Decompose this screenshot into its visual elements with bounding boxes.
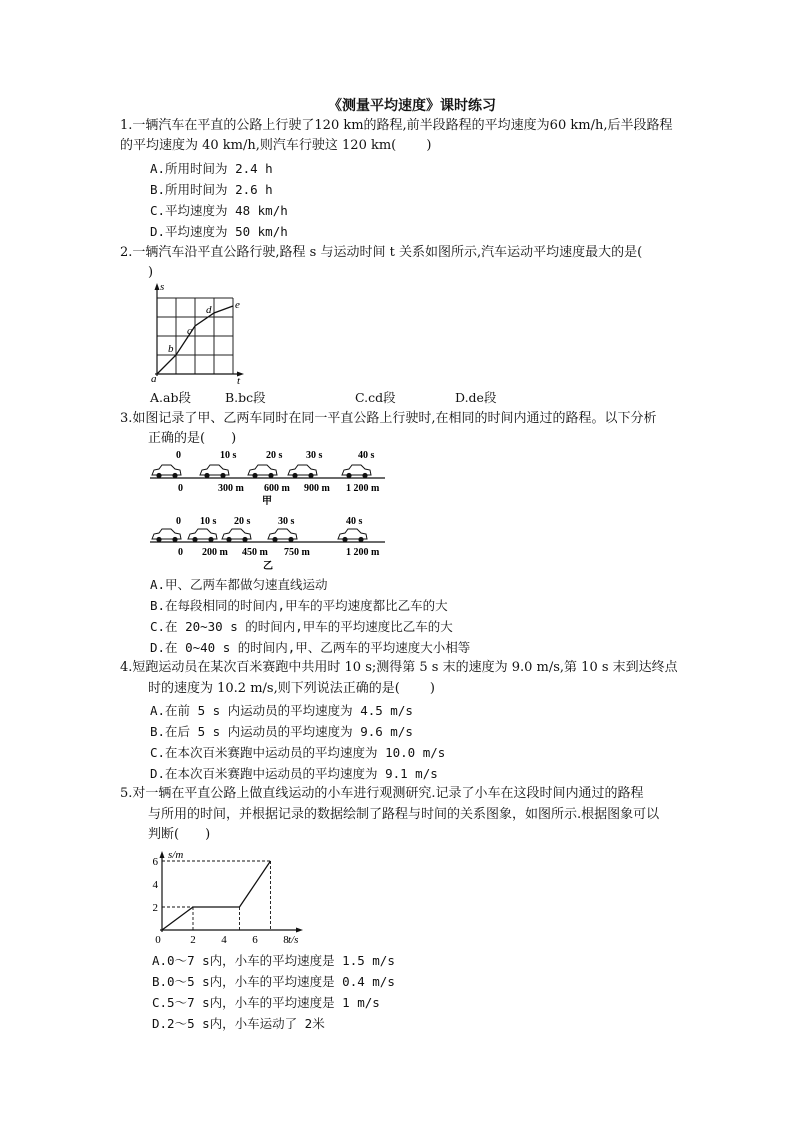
q5-x-tick: 8 <box>283 934 289 944</box>
q4-option-d: D.在本次百米赛跑中运动员的平均速度为 9.1 m/s <box>150 766 438 781</box>
q4-stem-line1: 4.短跑运动员在某次百米赛跑中共用时 10 s;测得第 5 s 末的速度为 9.0 m/s,第 10 s 末到达终点 <box>120 660 678 675</box>
q3-car1-time-1: 10 s <box>220 450 237 461</box>
q3-car1-pos-4 <box>342 465 371 478</box>
q5-x-ticks <box>155 934 289 944</box>
q1-option-b: B.所用时间为 2.6 h <box>150 182 273 197</box>
q2-option-c: C.cd段 <box>355 390 396 405</box>
q5-x-arrow <box>296 928 303 933</box>
q4-option-c: C.在本次百米赛跑中运动员的平均速度为 10.0 m/s <box>150 745 446 760</box>
q3-car1-time-3: 30 s <box>306 450 323 461</box>
q3-car1-pos-0 <box>152 465 181 478</box>
q3-car1-dist-3: 900 m <box>304 483 330 494</box>
q1-option-c: C.平均速度为 48 km/h <box>150 203 288 218</box>
q2-point-e: e <box>235 299 240 311</box>
q1-option-d: D.平均速度为 50 km/h <box>150 224 288 239</box>
q5-x-tick: 2 <box>190 934 196 944</box>
q3-option-b: B.在每段相同的时间内,甲车的平均速度都比乙车的大 <box>150 598 448 613</box>
q2-point-c: c <box>187 325 192 337</box>
q3-car2-time-3: 30 s <box>278 516 295 527</box>
q2-point-d: d <box>206 304 212 316</box>
q3-car1-pos-3 <box>288 465 317 478</box>
q4-stem-line2: 时的速度为 10.2 m/s,则下列说法正确的是( ) <box>148 681 435 696</box>
q5-stem-line1: 5.对一辆在平直公路上做直线运动的小车进行观测研究.记录了小车在这段时间内通过的路程 <box>120 786 644 801</box>
q3-car1-name: 甲 <box>262 496 272 507</box>
q2-option-a: A.ab段 <box>150 390 191 405</box>
q5-y-arrow <box>160 851 165 858</box>
q3-car2-times <box>176 516 363 527</box>
q3-car2-pos-4 <box>338 529 367 542</box>
q5-x-label: t/s <box>288 934 299 944</box>
q3-car2-dist-3: 750 m <box>284 547 310 558</box>
q3-car2-pos-0 <box>152 529 181 542</box>
q3-car2-time-4: 40 s <box>346 516 363 527</box>
q5-series-line <box>162 861 271 930</box>
q3-car2-distances <box>178 547 380 558</box>
q3-car2-pos-3 <box>268 529 297 542</box>
q3-car1-distances <box>178 483 380 494</box>
q2-option-b: B.bc段 <box>225 390 266 405</box>
q3-car1-time-2: 20 s <box>266 450 283 461</box>
q3-car1-dist-4: 1 200 m <box>346 483 380 494</box>
q1-stem-line2: 的平均速度为 40 km/h,则汽车行驶这 120 km( ) <box>120 138 432 153</box>
q3-car2-time-2: 20 s <box>234 516 251 527</box>
q3-car1-dist-0: 0 <box>178 483 183 494</box>
q3-stem-line2: 正确的是( ) <box>148 431 237 446</box>
q5-guide-lines <box>162 861 271 930</box>
q3-car2-dist-4: 1 200 m <box>346 547 380 558</box>
q3-car2-dist-2: 450 m <box>242 547 268 558</box>
q3-stem-line1: 3.如图记录了甲、乙两车同时在同一平直公路上行驶时,在相同的时间内通过的路程。以下分析 <box>120 411 657 426</box>
q2-x-label: t <box>237 375 241 386</box>
q3-car2-time-1: 10 s <box>200 516 217 527</box>
q5-st-chart <box>140 848 320 944</box>
q5-y-ticks <box>153 856 159 914</box>
q3-car1-time-0: 0 <box>176 450 181 461</box>
q5-stem-line2: 与所用的时间，并根据记录的数据绘制了路程与时间的关系图象，如图所示.根据图象可以 <box>148 807 660 822</box>
q5-y-tick: 2 <box>152 902 158 914</box>
q1-stem-line1: 1.一辆汽车在平直的公路上行驶了120 km的路程,前半段路程的平均速度为60 km/h,后半段路程 <box>120 118 673 133</box>
q3-car2-dist-0: 0 <box>178 547 183 558</box>
q3-car1-dist-2: 600 m <box>264 483 290 494</box>
q3-option-c: C.在 20~30 s 的时间内,甲车的平均速度比乙车的大 <box>150 619 453 634</box>
q5-option-d: D.2～5 s内，小车运动了 2米 <box>152 1016 325 1031</box>
q3-car1-times <box>176 450 375 461</box>
q3-car1-pos-1 <box>200 465 229 478</box>
q2-y-label: s <box>160 281 165 293</box>
q3-car2-pos-1 <box>188 529 217 542</box>
q3-car2-dist-1: 200 m <box>202 547 228 558</box>
q2-option-d: D.de段 <box>455 390 497 405</box>
q2-stem-line2: ) <box>148 265 154 280</box>
q5-y-label: s/m <box>168 849 184 861</box>
q4-option-a: A.在前 5 s 内运动员的平均速度为 4.5 m/s <box>150 703 413 718</box>
q5-x-tick: 0 <box>155 934 161 944</box>
q1-option-a: A.所用时间为 2.4 h <box>150 161 273 176</box>
q3-cars-figure <box>150 448 390 573</box>
q2-point-a: a <box>151 373 157 385</box>
q5-option-a: A.0～7 s内，小车的平均速度是 1.5 m/s <box>152 953 395 968</box>
q5-y-tick: 6 <box>152 856 158 868</box>
q5-x-tick: 6 <box>252 934 258 944</box>
q3-car2-name: 乙 <box>263 561 273 572</box>
q2-stem-line1: 2.一辆汽车沿平直公路行驶,路程 s 与运动时间 t 关系如图所示,汽车运动平均速度最大的是( <box>120 245 643 260</box>
q3-car1-pos-2 <box>248 465 277 478</box>
q3-option-a: A.甲、乙两车都做匀速直线运动 <box>150 577 328 592</box>
q5-option-c: C.5～7 s内，小车的平均速度是 1 m/s <box>152 995 380 1010</box>
q5-stem-line3: 判断( ) <box>148 827 211 842</box>
q5-option-b: B.0～5 s内，小车的平均速度是 0.4 m/s <box>152 974 395 989</box>
q3-car1-time-4: 40 s <box>358 450 375 461</box>
q3-car2-time-0: 0 <box>176 516 181 527</box>
q2-point-b: b <box>168 343 174 355</box>
q2-st-graph <box>145 280 255 386</box>
q3-car2-pos-2 <box>222 529 251 542</box>
q4-option-b: B.在后 5 s 内运动员的平均速度为 9.6 m/s <box>150 724 413 739</box>
q5-x-tick: 4 <box>221 934 227 944</box>
q2-y-arrow <box>155 283 160 290</box>
q5-y-tick: 4 <box>152 879 158 891</box>
q3-option-d: D.在 0~40 s 的时间内,甲、乙两车的平均速度大小相等 <box>150 640 471 655</box>
page-title: 《测量平均速度》课时练习 <box>328 98 496 114</box>
q3-car1-dist-1: 300 m <box>218 483 244 494</box>
